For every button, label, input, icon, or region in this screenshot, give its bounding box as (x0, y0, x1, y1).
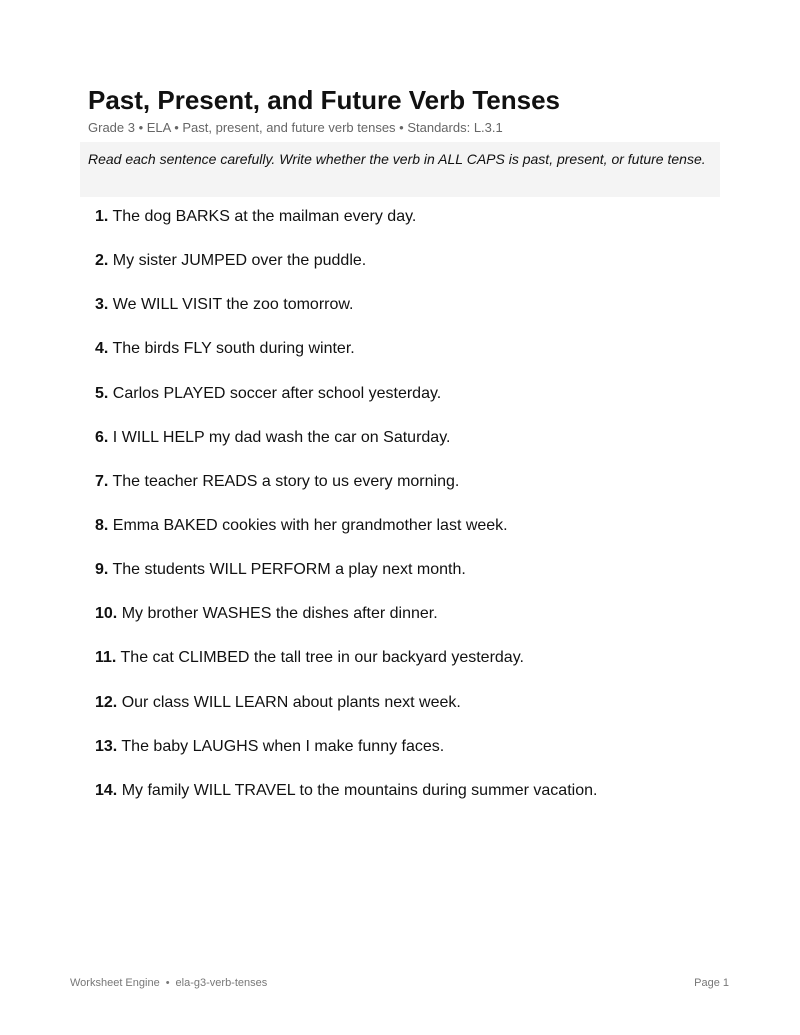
question-text: The dog BARKS at the mailman every day. (112, 208, 417, 225)
question-item (95, 206, 725, 250)
question-item (95, 780, 725, 824)
footer-separator: • (165, 977, 170, 989)
question-number: 4. (95, 340, 109, 358)
question-text: The baby LAUGHS when I make funny faces. (121, 737, 445, 755)
question-item (95, 515, 725, 559)
worksheet-meta: Grade 3 • ELA • Past, present, and future verb tenses • Standards: L.3.1 (88, 120, 503, 135)
question-number: 8. (95, 516, 109, 534)
question-text: My family WILL TRAVEL to the mountains during summer vacation. (121, 781, 598, 799)
page-title: Past, Present, and Future Verb Tenses (88, 85, 561, 115)
question-item (95, 338, 725, 382)
question-text: The teacher READS a story to us every morning. (112, 472, 460, 490)
question-number: 3. (95, 296, 109, 314)
question-number: 13. (95, 737, 118, 755)
question-number: 1. (95, 208, 109, 225)
question-item (95, 294, 725, 338)
instructions-text: Read each sentence carefully. Write whether the verb in ALL CAPS is past, present, or future tense. (88, 151, 706, 167)
question-item (95, 250, 725, 294)
footer-worksheet-id: ela-g3-verb-tenses (175, 977, 268, 989)
question-text: We WILL VISIT the zoo tomorrow. (112, 296, 354, 314)
question-item (95, 736, 725, 780)
question-number: 6. (95, 428, 109, 446)
footer-left (70, 977, 267, 989)
question-item (95, 692, 725, 736)
question-item (95, 471, 725, 515)
question-text: Carlos PLAYED soccer after school yesterday. (112, 384, 442, 402)
question-number: 11. (95, 649, 117, 667)
question-number: 7. (95, 472, 109, 490)
question-text: Our class WILL LEARN about plants next week. (121, 693, 461, 711)
question-text: Emma BAKED cookies with her grandmother last week. (112, 516, 508, 534)
question-text: My brother WASHES the dishes after dinner. (121, 605, 438, 623)
question-item (95, 427, 725, 471)
question-text: The students WILL PERFORM a play next month. (112, 561, 466, 579)
question-item (95, 383, 725, 427)
question-number: 2. (95, 252, 109, 270)
question-item (95, 559, 725, 603)
question-number: 10. (95, 605, 118, 623)
question-number: 12. (95, 693, 118, 711)
question-item (95, 603, 725, 647)
question-text: My sister JUMPED over the puddle. (112, 252, 367, 270)
footer-page-number: Page 1 (694, 977, 729, 989)
footer-engine: Worksheet Engine (70, 977, 160, 989)
question-number: 5. (95, 384, 109, 402)
instructions-box (80, 142, 720, 197)
question-number: 9. (95, 561, 109, 579)
question-item (95, 647, 725, 691)
question-text: I WILL HELP my dad wash the car on Saturday. (112, 428, 451, 446)
question-text: The cat CLIMBED the tall tree in our backyard yesterday. (120, 649, 524, 667)
question-number: 14. (95, 781, 118, 799)
question-text: The birds FLY south during winter. (112, 340, 355, 358)
question-list (95, 206, 725, 824)
